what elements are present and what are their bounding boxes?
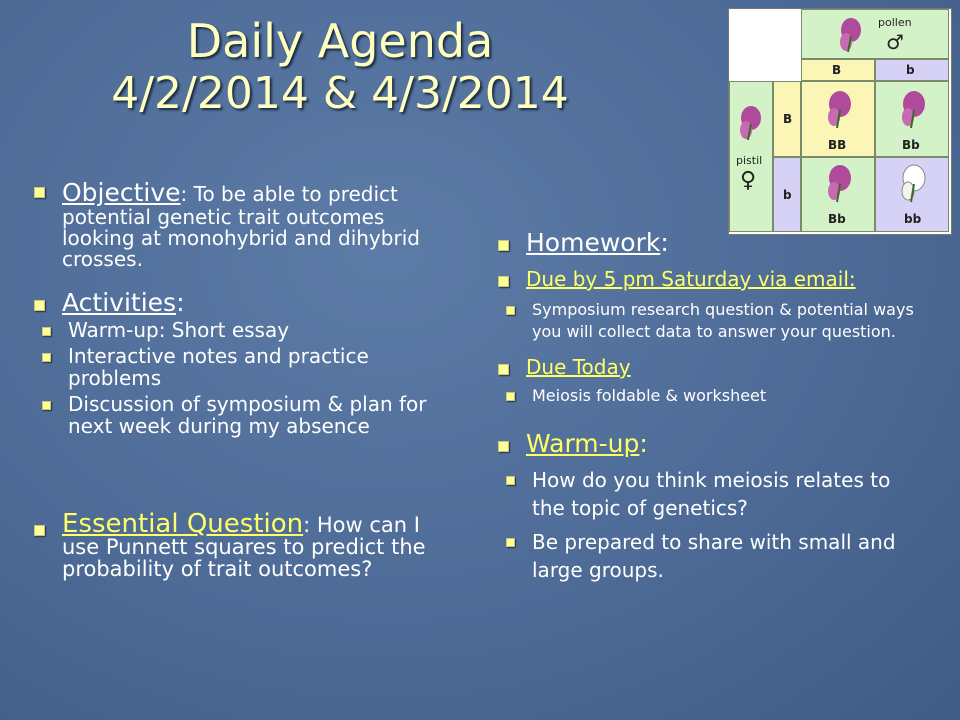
- col-allele-label: b: [906, 63, 915, 77]
- objective-item: [30, 178, 460, 270]
- col-allele-label: B: [832, 63, 842, 77]
- activity-item: [30, 345, 460, 389]
- warmup-subitem: [494, 528, 914, 584]
- left-column: [30, 178, 460, 580]
- activity-item: [30, 319, 460, 341]
- genotype-label: Bb: [902, 138, 920, 152]
- pollen-header: [801, 9, 949, 59]
- purple-flower-icon: [900, 90, 928, 130]
- genotype-label: bb: [904, 212, 922, 226]
- col-allele-cell: [875, 59, 949, 81]
- activities-colon: :: [176, 288, 185, 317]
- purple-flower-icon: [738, 104, 764, 142]
- col-allele-cell: [801, 59, 875, 81]
- homework-label: Homework: [526, 228, 661, 257]
- purple-flower-icon: [826, 90, 854, 130]
- row-allele-cell: [773, 81, 801, 157]
- activity-text: Discussion of symposium & plan for next week during my absence: [68, 392, 427, 438]
- genotype-cell-BB: [801, 81, 875, 157]
- bullet-icon: [506, 392, 515, 401]
- bullet-icon: [506, 306, 515, 315]
- right-column: [494, 228, 914, 584]
- pollen-label: pollen: [878, 16, 912, 29]
- genotype-cell-bb: [875, 157, 949, 232]
- due-today-label: Due Today: [526, 355, 631, 379]
- title-line-1: Daily Agenda: [186, 14, 494, 68]
- pistil-label: pistil: [736, 154, 763, 167]
- bullet-icon: [42, 327, 51, 336]
- genotype-cell-Bb: [875, 81, 949, 157]
- activities-label: Activities: [62, 288, 177, 317]
- genotype-label: BB: [828, 138, 847, 152]
- essential-question-item: [30, 509, 460, 581]
- purple-flower-icon: [826, 164, 854, 204]
- warmup-subitem: [494, 466, 914, 522]
- bullet-icon: [498, 364, 509, 375]
- due-today-subitem: [494, 385, 914, 407]
- activity-text: Warm-up: Short essay: [68, 318, 290, 342]
- row-allele-cell: [773, 157, 801, 232]
- bullet-icon: [506, 476, 515, 485]
- pistil-header: [729, 81, 773, 232]
- due-email-subitem-text: Symposium research question & potential ways you will collect data to answer your question.: [532, 300, 914, 341]
- activities-item: [30, 288, 460, 317]
- bullet-icon: [42, 401, 51, 410]
- activity-text: Interactive notes and practice problems: [68, 344, 369, 390]
- bullet-icon: [498, 441, 509, 452]
- row-allele-label: B: [783, 112, 793, 126]
- bullet-icon: [34, 300, 45, 311]
- due-email-item: [494, 267, 914, 291]
- essential-question-text: : How can I use Punnett squares to predict the probability of trait outcomes?: [62, 513, 426, 581]
- due-email-label: Due by 5 pm Saturday via email:: [526, 267, 856, 291]
- objective-text: : To be able to predict potential genetic trait outcomes looking at monohybrid and dihybrid crosses.: [62, 182, 420, 271]
- male-symbol-icon: ♂: [886, 30, 904, 54]
- slide-title: [60, 14, 620, 120]
- female-symbol-icon: ♀: [740, 168, 757, 193]
- genotype-label: Bb: [828, 212, 846, 226]
- bullet-icon: [498, 276, 509, 287]
- bullet-icon: [498, 240, 509, 251]
- title-line-2: 4/2/2014 & 4/3/2014: [111, 68, 569, 119]
- row-allele-label: b: [783, 188, 792, 202]
- genotype-cell-Bb: [801, 157, 875, 232]
- due-today-item: [494, 355, 914, 379]
- bullet-icon: [34, 187, 45, 198]
- warmup-subitem-text: How do you think meiosis relates to the topic of genetics?: [532, 468, 891, 520]
- warmup-label: Warm-up: [526, 429, 640, 458]
- bullet-icon: [506, 538, 515, 547]
- white-flower-icon: [900, 164, 928, 204]
- bullet-icon: [34, 525, 45, 536]
- essential-question-label: Essential Question: [62, 509, 304, 539]
- due-today-subitem-text: Meiosis foldable & worksheet: [532, 386, 767, 405]
- homework-colon: :: [660, 228, 669, 257]
- objective-label: Objective: [62, 178, 181, 207]
- activities-list: [30, 319, 460, 437]
- due-email-subitem: [494, 299, 914, 343]
- bullet-icon: [42, 353, 51, 362]
- warmup-colon: :: [639, 429, 648, 458]
- warmup-subitem-text: Be prepared to share with small and large groups.: [532, 530, 896, 582]
- purple-flower-icon: [838, 16, 864, 54]
- activity-item: [30, 393, 460, 437]
- warmup-item: [494, 429, 914, 458]
- punnett-square: [728, 8, 952, 235]
